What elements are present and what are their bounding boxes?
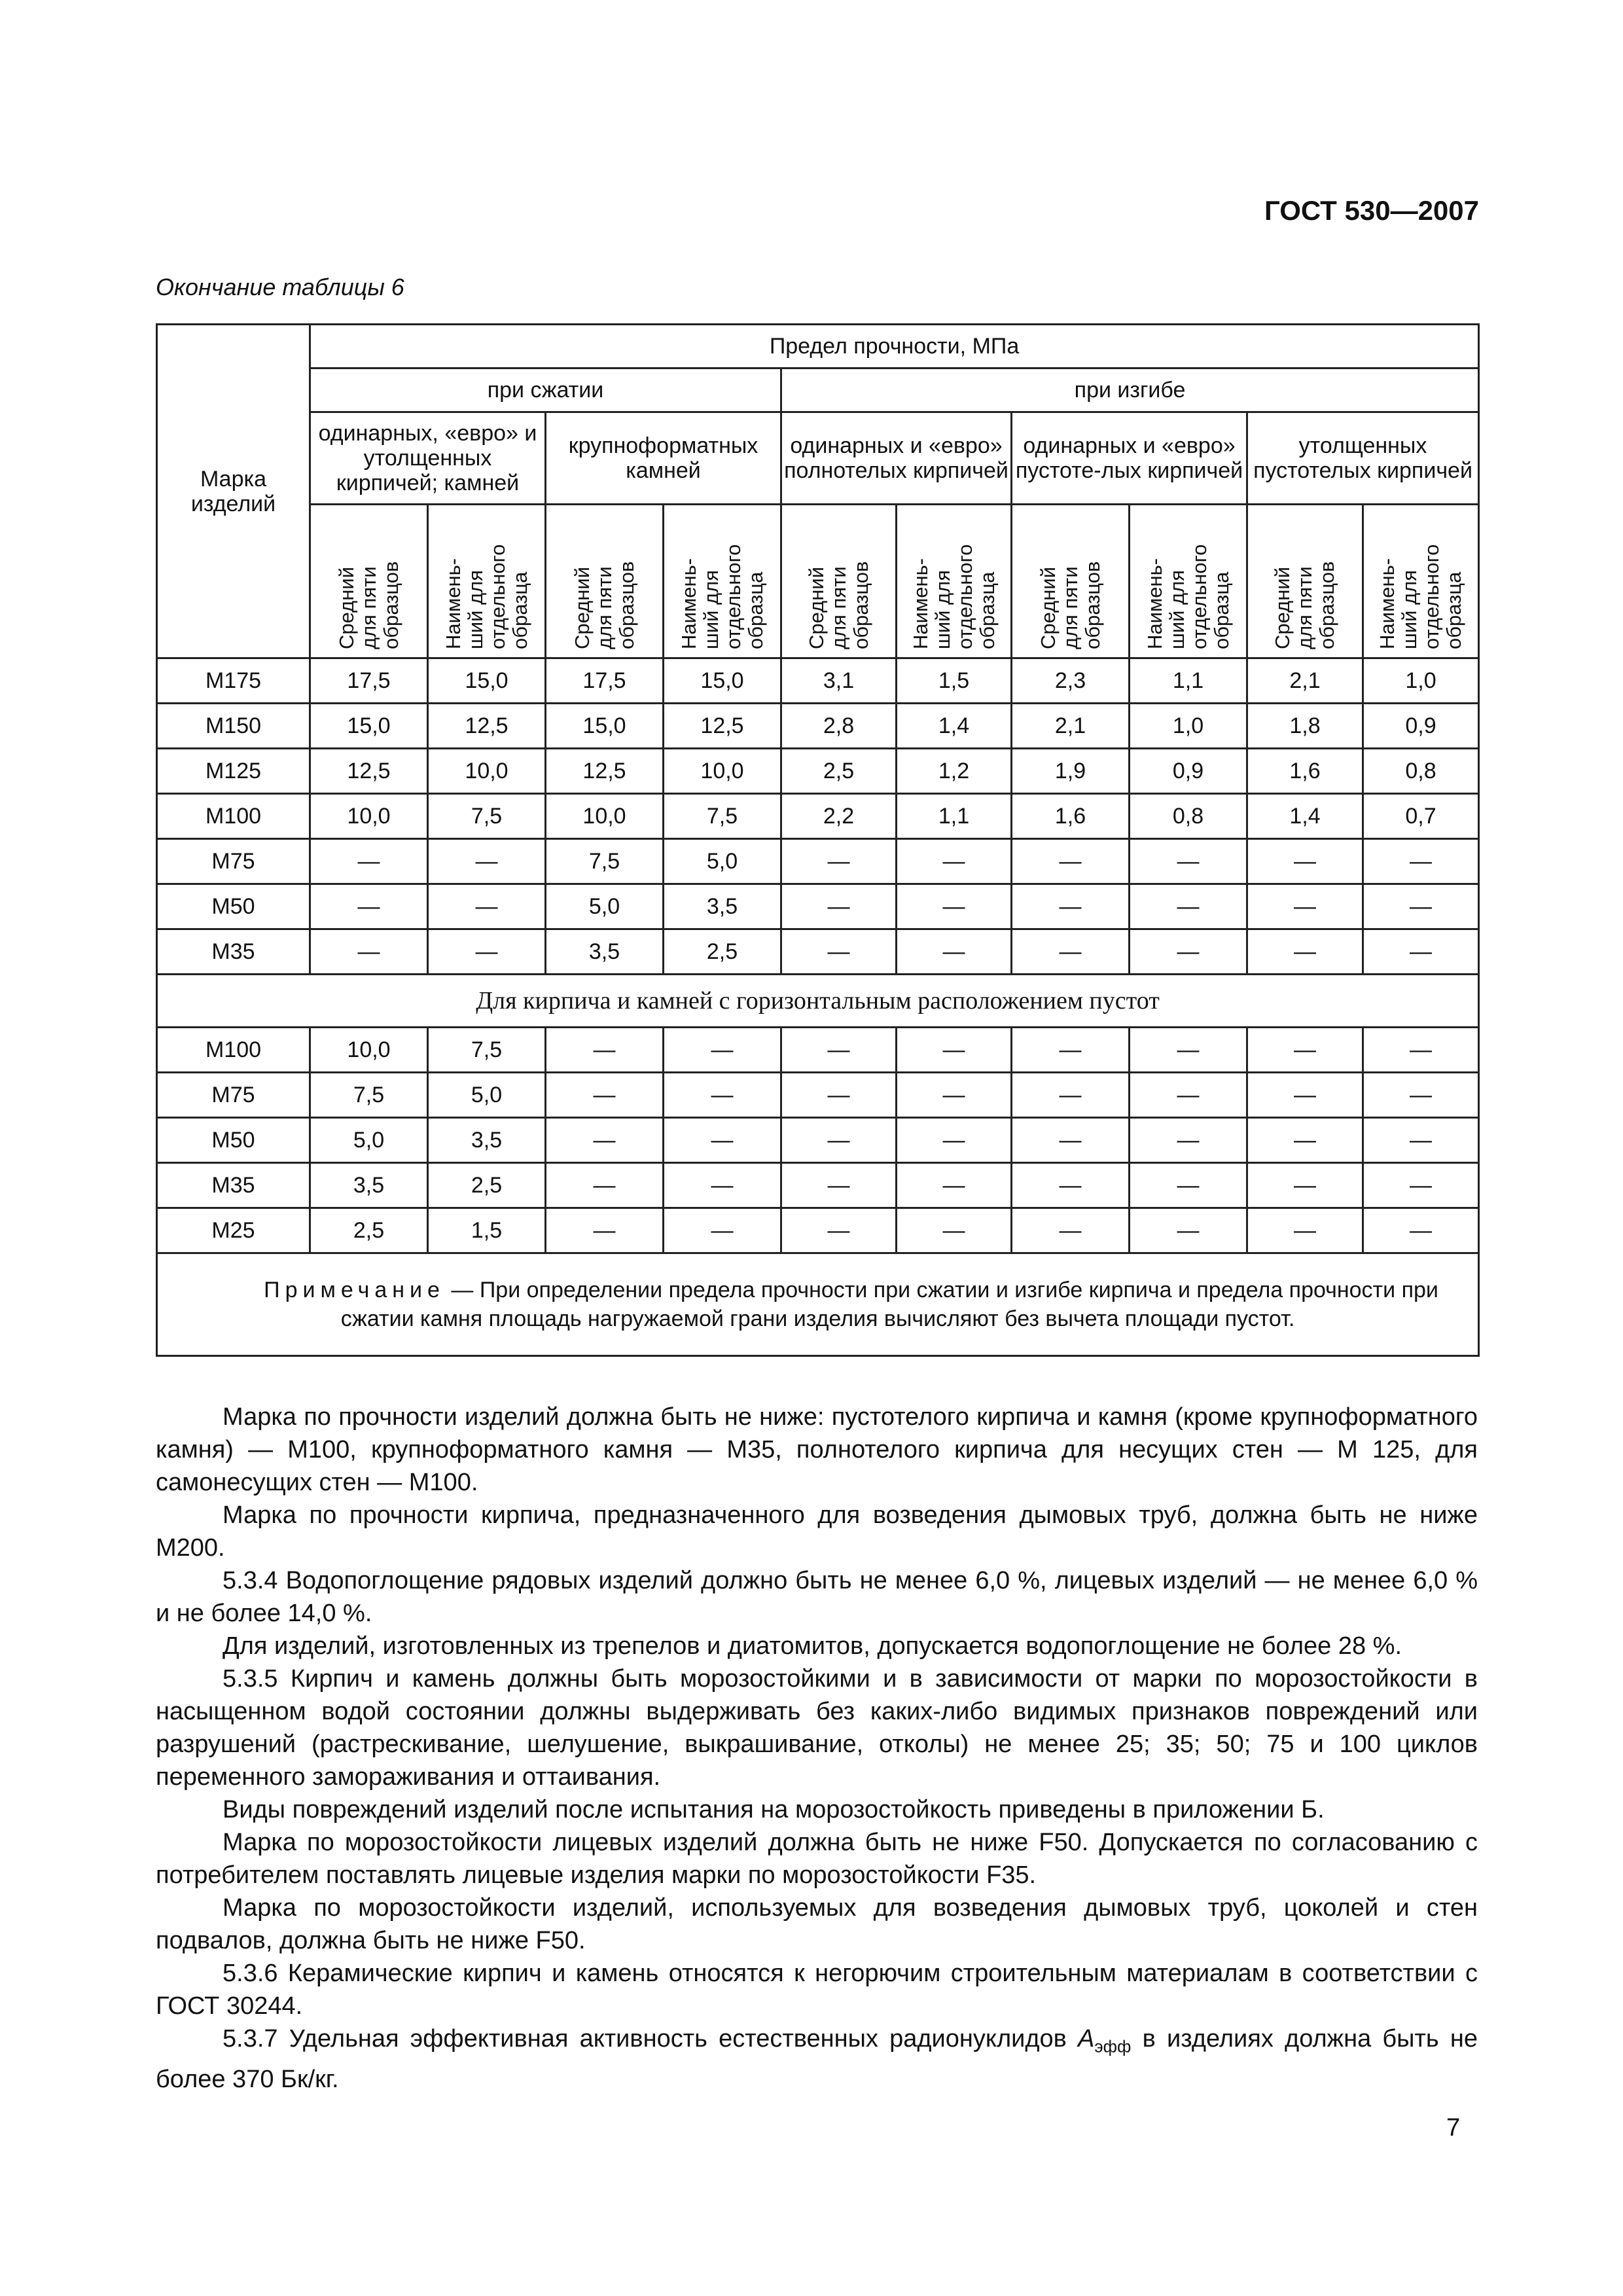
value-cell: 7,5: [428, 794, 546, 839]
paragraph: Виды повреждений изделий после испытания на морозостойкость приведены в приложении Б.: [223, 1796, 1325, 1823]
value-cell: —: [1130, 1118, 1247, 1163]
value-cell: —: [781, 839, 897, 884]
value-cell: 10,0: [310, 794, 428, 839]
note-row: [157, 1253, 1479, 1356]
value-cell: 3,5: [546, 929, 664, 975]
value-cell: 7,5: [546, 839, 664, 884]
value-cell: —: [428, 839, 546, 884]
marka-cell: M125: [157, 749, 310, 794]
marka-cell: M100: [157, 1028, 310, 1073]
value-cell: —: [1247, 1208, 1363, 1253]
value-cell: 3,5: [310, 1163, 428, 1208]
value-cell: 1,9: [1012, 749, 1130, 794]
value-cell: 1,4: [1247, 794, 1363, 839]
value-cell: —: [1012, 839, 1130, 884]
value-cell: 10,0: [428, 749, 546, 794]
value-cell: —: [1363, 884, 1479, 929]
value-cell: —: [1363, 1028, 1479, 1073]
paragraph: Марка по морозостойкости изделий, используемых для возведения дымовых труб, цоколей и стен подвалов, должна быть не ниже F50.: [156, 1894, 1478, 1954]
value-cell: —: [781, 929, 897, 975]
value-cell: —: [1247, 1163, 1363, 1208]
section-row: [157, 975, 1479, 1028]
subheader-avg: Средний для пяти образцов: [1247, 505, 1363, 658]
bending-header: при изгибе: [781, 368, 1479, 412]
table-row: [157, 839, 1479, 884]
value-cell: 0,8: [1130, 794, 1247, 839]
value-cell: 2,5: [428, 1163, 546, 1208]
value-cell: —: [897, 1028, 1012, 1073]
value-cell: —: [897, 839, 1012, 884]
paragraph-text: в изделиях должна быть не более 370 Бк/кг.: [156, 2025, 1478, 2093]
value-cell: 15,0: [664, 658, 781, 704]
value-cell: —: [1363, 1073, 1479, 1118]
group-header-2: крупноформатных камней: [546, 412, 781, 505]
value-cell: —: [897, 884, 1012, 929]
value-cell: —: [897, 1163, 1012, 1208]
value-cell: —: [428, 884, 546, 929]
document-code: ГОСТ 530—2007: [1264, 195, 1479, 226]
value-cell: —: [310, 884, 428, 929]
table-row: [157, 1118, 1479, 1163]
value-cell: 0,9: [1130, 749, 1247, 794]
marka-cell: M175: [157, 658, 310, 704]
paragraph: [156, 2022, 1478, 2096]
subheader-avg: Средний для пяти образцов: [310, 505, 428, 658]
value-cell: —: [781, 884, 897, 929]
value-cell: 1,1: [897, 794, 1012, 839]
table-row: [157, 794, 1479, 839]
paragraph: 5.3.6 Керамические кирпич и камень относятся к негорючим строительным материалам в соответствии с ГОСТ 30244.: [156, 1960, 1478, 2020]
value-cell: —: [897, 1118, 1012, 1163]
value-cell: —: [664, 1208, 781, 1253]
value-cell: 5,0: [664, 839, 781, 884]
value-cell: 0,7: [1363, 794, 1479, 839]
value-cell: —: [1363, 1208, 1479, 1253]
table-row: [157, 704, 1479, 749]
value-cell: 15,0: [310, 704, 428, 749]
activity-subscript: эфф: [1094, 2036, 1132, 2056]
note-label: Примечание: [264, 1278, 445, 1302]
value-cell: —: [310, 839, 428, 884]
value-cell: —: [781, 1118, 897, 1163]
value-cell: —: [897, 1073, 1012, 1118]
value-cell: 17,5: [310, 658, 428, 704]
value-cell: —: [1130, 929, 1247, 975]
compression-header: при сжатии: [310, 368, 781, 412]
value-cell: —: [1247, 839, 1363, 884]
subheader-avg: Средний для пяти образцов: [1012, 505, 1130, 658]
subheader-min: Наимень- ший для отдельного образца: [664, 505, 781, 658]
strength-header: Предел прочности, МПа: [310, 325, 1479, 368]
value-cell: 12,5: [428, 704, 546, 749]
value-cell: —: [664, 1118, 781, 1163]
subheader-min: Наимень- ший для отдельного образца: [428, 505, 546, 658]
value-cell: —: [664, 1073, 781, 1118]
value-cell: 1,4: [897, 704, 1012, 749]
value-cell: 17,5: [546, 658, 664, 704]
value-cell: —: [1012, 884, 1130, 929]
table-row: [157, 929, 1479, 975]
marka-cell: M150: [157, 704, 310, 749]
value-cell: 1,6: [1012, 794, 1130, 839]
value-cell: 2,5: [781, 749, 897, 794]
table-row: [157, 749, 1479, 794]
value-cell: 3,1: [781, 658, 897, 704]
value-cell: 2,5: [310, 1208, 428, 1253]
value-cell: —: [897, 1208, 1012, 1253]
value-cell: 7,5: [664, 794, 781, 839]
value-cell: 1,1: [1130, 658, 1247, 704]
value-cell: —: [1247, 929, 1363, 975]
table-row: [157, 1028, 1479, 1073]
table-row: [157, 1208, 1479, 1253]
group-header-5: утолщенных пустотелых кирпичей: [1247, 412, 1479, 505]
paragraph: Марка по морозостойкости лицевых изделий должна быть не ниже F50. Допускается по согласованию с потребителем поставлять лицевые изделия марки по морозостойкости F35.: [156, 1829, 1478, 1889]
marka-cell: M50: [157, 884, 310, 929]
value-cell: —: [1363, 839, 1479, 884]
subheader-min: Наимень- ший для отдельного образца: [1130, 505, 1247, 658]
value-cell: —: [1012, 1073, 1130, 1118]
paragraph-text: 5.3.7 Удельная эффективная активность естественных радионуклидов: [223, 2025, 1079, 2053]
table-row: [157, 884, 1479, 929]
value-cell: —: [1012, 1118, 1130, 1163]
marka-cell: M35: [157, 929, 310, 975]
group-header-4: одинарных и «евро» пустоте-лых кирпичей: [1012, 412, 1247, 505]
subheader-min: Наимень- ший для отдельного образца: [897, 505, 1012, 658]
value-cell: —: [546, 1163, 664, 1208]
note-text: — При определении предела прочности при сжатии и изгибе кирпича и предела прочности при сжатии камня площадь нагружаемой грани изделия вычисляют без вычета площади пустот.: [340, 1278, 1438, 1331]
value-cell: 12,5: [310, 749, 428, 794]
value-cell: —: [1363, 1118, 1479, 1163]
value-cell: —: [546, 1073, 664, 1118]
value-cell: 5,0: [546, 884, 664, 929]
value-cell: 15,0: [428, 658, 546, 704]
value-cell: —: [1247, 1028, 1363, 1073]
paragraph: Марка по прочности кирпича, предназначенного для возведения дымовых труб, должна быть не ниже М200.: [156, 1501, 1478, 1562]
marka-cell: M75: [157, 1073, 310, 1118]
value-cell: —: [1130, 839, 1247, 884]
value-cell: 7,5: [310, 1073, 428, 1118]
value-cell: —: [1363, 929, 1479, 975]
marka-cell: M35: [157, 1163, 310, 1208]
note-cell: [157, 1253, 1479, 1356]
value-cell: 1,8: [1247, 704, 1363, 749]
value-cell: 10,0: [546, 794, 664, 839]
value-cell: 12,5: [664, 704, 781, 749]
marka-cell: M25: [157, 1208, 310, 1253]
value-cell: —: [546, 1208, 664, 1253]
value-cell: 0,8: [1363, 749, 1479, 794]
value-cell: —: [664, 1163, 781, 1208]
value-cell: 15,0: [546, 704, 664, 749]
value-cell: 7,5: [428, 1028, 546, 1073]
value-cell: —: [1012, 929, 1130, 975]
value-cell: 1,0: [1363, 658, 1479, 704]
value-cell: —: [1130, 1208, 1247, 1253]
value-cell: 5,0: [310, 1118, 428, 1163]
paragraph: 5.3.4 Водопоглощение рядовых изделий должно быть не менее 6,0 %, лицевых изделий — не менее 6,0 % и не более 14,0 %.: [156, 1567, 1478, 1627]
value-cell: —: [781, 1073, 897, 1118]
value-cell: 1,2: [897, 749, 1012, 794]
value-cell: —: [546, 1118, 664, 1163]
group-header-3: одинарных и «евро» полнотелых кирпичей: [781, 412, 1012, 505]
value-cell: —: [897, 929, 1012, 975]
group-header-1: одинарных, «евро» и утолщенных кирпичей; камней: [310, 412, 546, 505]
marka-cell: M50: [157, 1118, 310, 1163]
value-cell: —: [1130, 1073, 1247, 1118]
section-title: Для кирпича и камней с горизонтальным расположением пустот: [157, 975, 1479, 1028]
subheader-min: Наимень- ший для отдельного образца: [1363, 505, 1479, 658]
value-cell: 1,5: [428, 1208, 546, 1253]
value-cell: —: [1130, 884, 1247, 929]
value-cell: 1,5: [897, 658, 1012, 704]
value-cell: 3,5: [428, 1118, 546, 1163]
value-cell: —: [1247, 1073, 1363, 1118]
activity-symbol: A: [1078, 2025, 1095, 2053]
value-cell: —: [1363, 1163, 1479, 1208]
value-cell: 3,5: [664, 884, 781, 929]
value-cell: —: [1012, 1028, 1130, 1073]
marka-column-header: Марка изделий: [157, 325, 310, 658]
value-cell: —: [310, 929, 428, 975]
value-cell: 2,5: [664, 929, 781, 975]
value-cell: —: [781, 1208, 897, 1253]
marka-cell: M75: [157, 839, 310, 884]
table-row: [157, 658, 1479, 704]
body-text: [156, 1401, 1478, 2096]
value-cell: 2,1: [1012, 704, 1130, 749]
page-number: 7: [1446, 2114, 1461, 2142]
value-cell: 0,9: [1363, 704, 1479, 749]
paragraph: Марка по прочности изделий должна быть не ниже: пустотелого кирпича и камня (кроме крупноформатного камня) — М100, крупноформатного камня — М35, полнотелого кирпича для несущих стен — М 125, для самонесущих стен — М100.: [156, 1403, 1478, 1496]
value-cell: —: [546, 1028, 664, 1073]
value-cell: 12,5: [546, 749, 664, 794]
value-cell: —: [781, 1163, 897, 1208]
value-cell: 2,1: [1247, 658, 1363, 704]
value-cell: —: [1130, 1028, 1247, 1073]
value-cell: —: [1012, 1163, 1130, 1208]
value-cell: 10,0: [664, 749, 781, 794]
value-cell: —: [1012, 1208, 1130, 1253]
value-cell: —: [1247, 884, 1363, 929]
table-row: [157, 1163, 1479, 1208]
value-cell: 2,2: [781, 794, 897, 839]
paragraph: Для изделий, изготовленных из трепелов и диатомитов, допускается водопоглощение не более 28 %.: [223, 1632, 1402, 1660]
table-row: [157, 1073, 1479, 1118]
strength-table: [156, 323, 1480, 1357]
value-cell: —: [1247, 1118, 1363, 1163]
value-cell: 1,6: [1247, 749, 1363, 794]
subheader-avg: Средний для пяти образцов: [546, 505, 664, 658]
value-cell: 1,0: [1130, 704, 1247, 749]
value-cell: 10,0: [310, 1028, 428, 1073]
subheader-avg: Средний для пяти образцов: [781, 505, 897, 658]
value-cell: —: [428, 929, 546, 975]
value-cell: 2,8: [781, 704, 897, 749]
paragraph: 5.3.5 Кирпич и камень должны быть морозостойкими и в зависимости от марки по морозостойкости в насыщенном водой состоянии должны выдерживать без каких-либо видимых признаков повреждений или разрушений (растрескивание, шелушение, выкрашивание, отколы) не менее 25; 35; 50; 75 и 100 циклов переменного замораживания и оттаивания.: [156, 1665, 1478, 1791]
value-cell: —: [781, 1028, 897, 1073]
value-cell: —: [664, 1028, 781, 1073]
value-cell: —: [1130, 1163, 1247, 1208]
value-cell: 5,0: [428, 1073, 546, 1118]
value-cell: 2,3: [1012, 658, 1130, 704]
table-caption: Окончание таблицы 6: [156, 274, 404, 300]
marka-cell: M100: [157, 794, 310, 839]
